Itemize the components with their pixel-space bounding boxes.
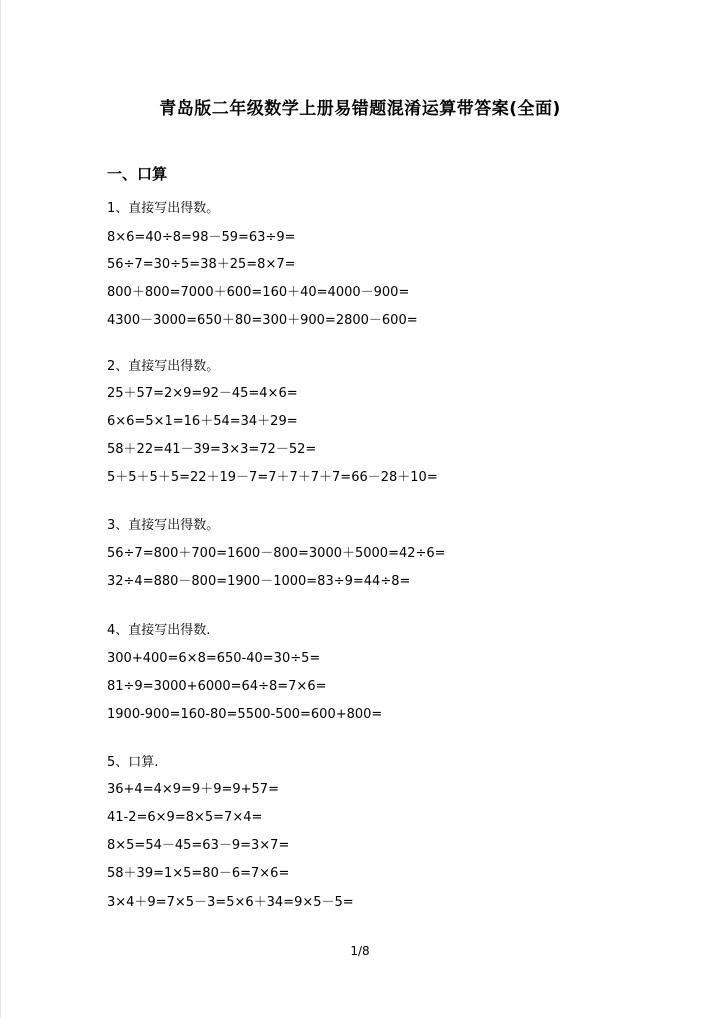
problem-line: 41-2=6×9=8×5=7×4= — [107, 810, 263, 825]
problem-line: 5＋5＋5＋5=22＋19－7=7＋7＋7＋7=66－28＋10= — [107, 470, 438, 485]
problem-line: 300+400=6×8=650-40=30÷5= — [107, 651, 321, 666]
problem-line: 32÷4=880－800=1900－1000=83÷9=44÷8= — [107, 574, 411, 589]
problem-label: 4、直接写出得数. — [107, 623, 211, 638]
page-number: 1/8 — [350, 944, 370, 958]
problem-line: 36+4=4×9=9＋9=9+57= — [107, 782, 279, 797]
problem-label: 5、口算. — [107, 755, 159, 770]
problem-line: 4300－3000=650＋80=300＋900=2800－600= — [107, 313, 418, 328]
section-heading: 一、口算 — [107, 165, 168, 183]
problem-line: 58＋39=1×5=80－6=7×6= — [107, 866, 290, 881]
problem-label: 3、直接写出得数。 — [107, 518, 220, 533]
problem-line: 58＋22=41－39=3×3=72－52= — [107, 442, 317, 457]
problem-label: 1、直接写出得数。 — [107, 201, 220, 216]
problem-line: 81÷9=3000+6000=64÷8=7×6= — [107, 679, 327, 694]
problem-line: 8×5=54－45=63－9=3×7= — [107, 838, 290, 853]
problem-label: 2、直接写出得数。 — [107, 359, 220, 374]
problem-line: 6×6=5×1=16＋54=34＋29= — [107, 414, 298, 429]
problem-line: 8×6=40÷8=98－59=63÷9= — [107, 230, 296, 245]
problem-line: 1900-900=160-80=5500-500=600+800= — [107, 707, 383, 722]
page-edge — [0, 0, 1, 1018]
problem-line: 800＋800=7000＋600=160＋40=4000－900= — [107, 285, 410, 300]
problem-line: 56÷7=800＋700=1600－800=3000＋5000=42÷6= — [107, 546, 446, 561]
document-title: 青岛版二年级数学上册易错题混淆运算带答案(全面) — [159, 99, 561, 119]
problem-line: 3×4＋9=7×5－3=5×6＋34=9×5－5= — [107, 895, 354, 910]
problem-line: 56÷7=30÷5=38＋25=8×7= — [107, 257, 296, 272]
problem-line: 25＋57=2×9=92－45=4×6= — [107, 386, 298, 401]
